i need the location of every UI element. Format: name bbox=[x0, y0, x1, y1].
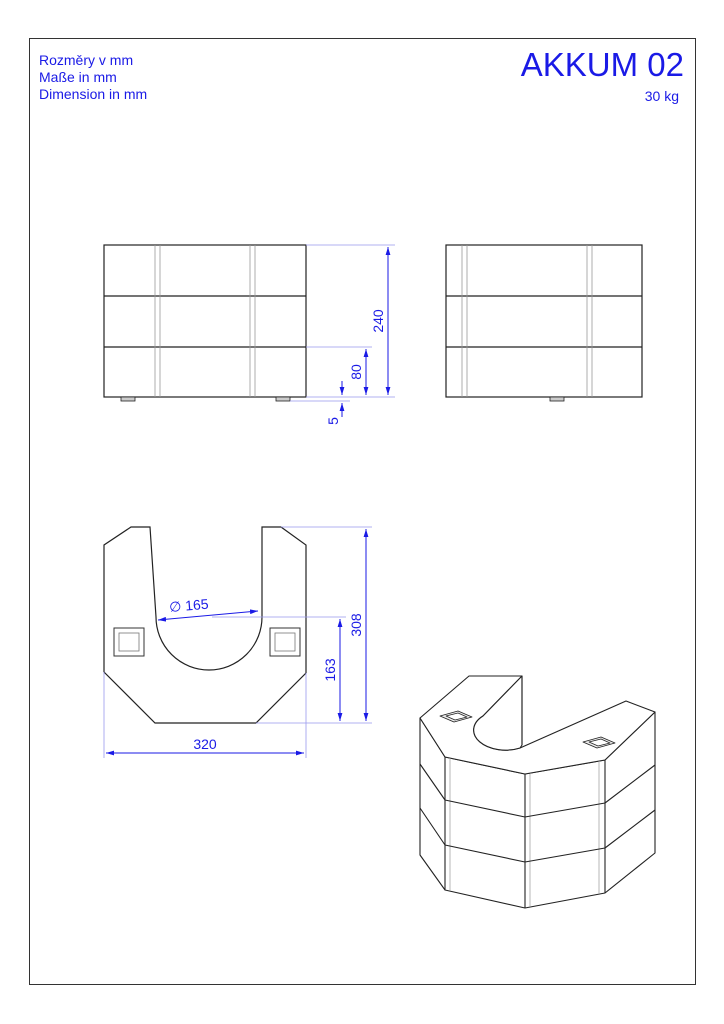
side-view bbox=[446, 245, 642, 401]
dim-label-diameter bbox=[169, 596, 210, 615]
diameter-symbol: ∅ bbox=[168, 598, 183, 616]
dim-label-5: 5 bbox=[325, 417, 341, 425]
dim-label-320: 320 bbox=[193, 736, 217, 752]
units-label-de: Maße in mm bbox=[39, 69, 117, 85]
front-view bbox=[104, 245, 306, 401]
dim-label-163: 163 bbox=[322, 658, 338, 682]
product-weight: 30 kg bbox=[644, 88, 679, 104]
dim-label-240: 240 bbox=[370, 309, 386, 333]
top-view bbox=[104, 527, 306, 723]
dim-label-165: 165 bbox=[184, 595, 210, 614]
isometric-view bbox=[420, 676, 655, 908]
units-label-en: Dimension in mm bbox=[39, 86, 148, 102]
product-title: AKKUM 02 bbox=[520, 46, 684, 83]
dim-label-308: 308 bbox=[348, 613, 364, 637]
units-label-cz: Rozměry v mm bbox=[39, 52, 134, 68]
dim-label-80: 80 bbox=[348, 364, 364, 380]
